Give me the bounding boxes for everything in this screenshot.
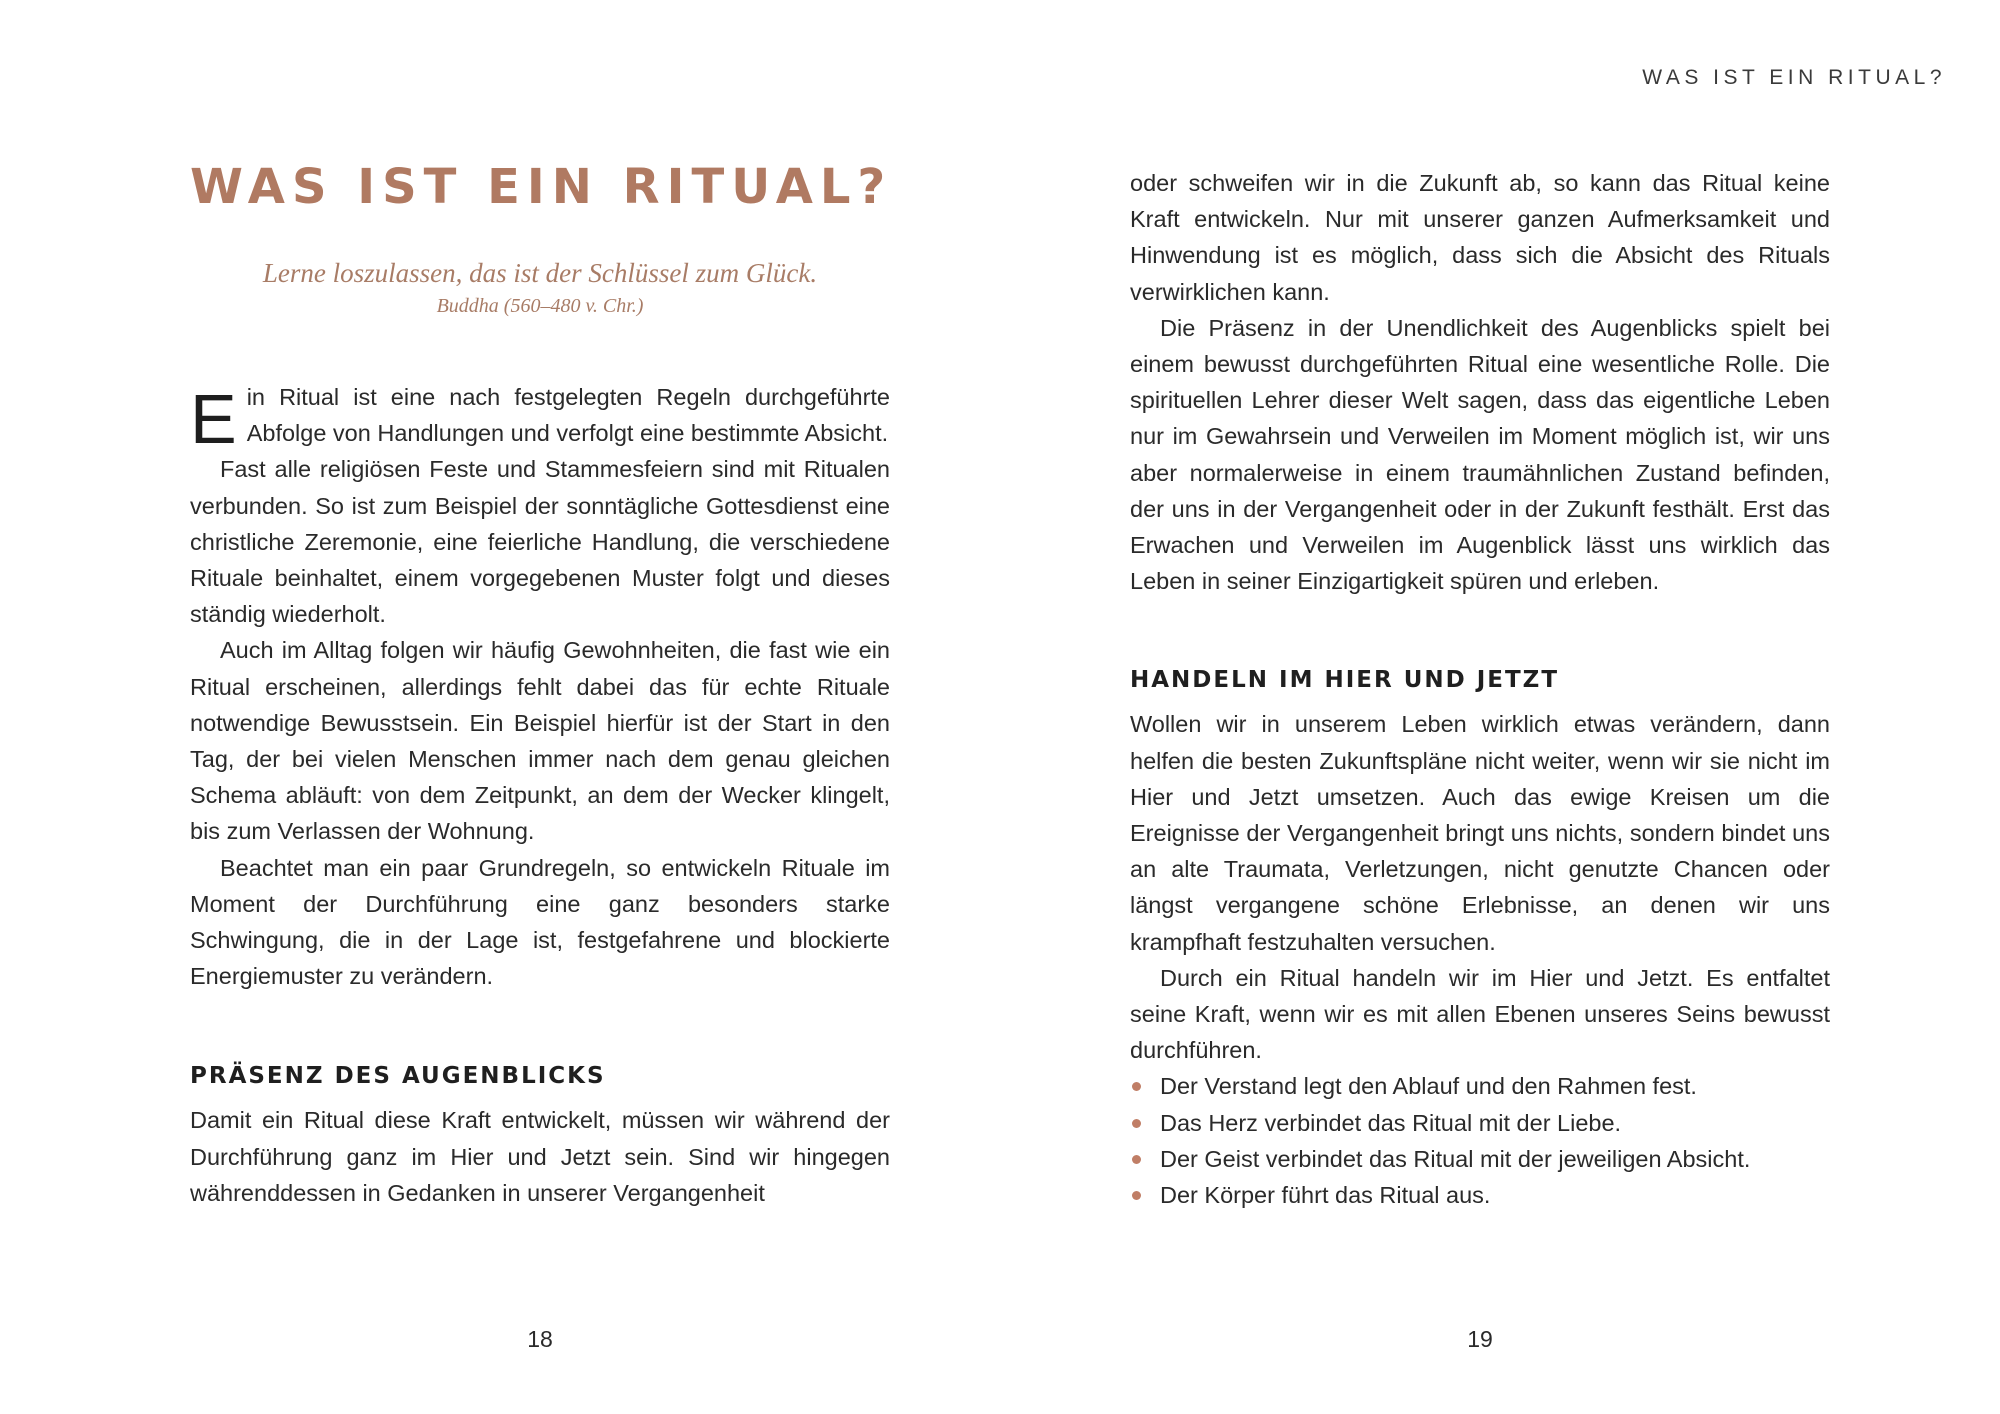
list-item <box>1130 1068 1830 1104</box>
list-item-text: Der Geist verbindet das Ritual mit der jeweiligen Absicht. <box>1160 1145 1751 1172</box>
list-item <box>1130 1105 1830 1141</box>
list-item-text: Der Körper führt das Ritual aus. <box>1160 1182 1491 1209</box>
epigraph-quote: Lerne loszulassen, das ist der Schlüssel zum Glück. <box>262 258 818 288</box>
paragraph: Wollen wir in unserem Leben wirklich etwas verändern, dann helfen die besten Zukunftspläne nicht weiter, wenn wir sie nicht im Hier und Jetzt umsetzen. Auch das ewige Kreisen um die Ereignisse der Vergangenheit bringt uns nichts, sondern bindet uns an alte Traumata, Verletzungen, nicht genutzte Chancen oder längst vergangene schöne Erlebnisse, an denen wir uns krampfhaft festzuhalten versuchen. <box>1130 711 1830 955</box>
right-body-text <box>1130 165 1830 1213</box>
list-item <box>1130 1141 1830 1177</box>
left-body-text <box>190 379 890 1211</box>
intro-text: in Ritual ist eine nach festgelegten Regeln durchgeführte Abfolge von Handlungen und verfolgt eine bestimmte Absicht. <box>246 384 890 447</box>
paragraph: Damit ein Ritual diese Kraft entwickelt, müssen wir während der Durchführung ganz im Hier und Jetzt sein. Sind wir hingegen währenddessen in Gedanken in unserer Vergangenheit <box>190 1107 890 1206</box>
bullet-dot-icon <box>1132 1119 1141 1128</box>
right-page <box>1000 0 2000 1414</box>
bullet-dot-icon <box>1132 1082 1141 1091</box>
bullet-list <box>1130 1068 1830 1213</box>
left-column <box>190 155 893 1211</box>
section-heading-handeln: HANDELN IM HIER UND JETZT <box>1130 667 1560 694</box>
paragraph: Durch ein Ritual handeln wir im Hier und Jetzt. Es entfaltet seine Kraft, wenn wir es mit allen Ebenen unseres Seins bewusst durchführen. <box>1130 964 1830 1064</box>
page-number-right: 19 <box>1467 1326 1493 1352</box>
section-heading-praesenz: PRÄSENZ DES AUGENBLICKS <box>190 1063 606 1090</box>
paragraph: Fast alle religiösen Feste und Stammesfeiern sind mit Ritualen verbunden. So ist zum Beispiel der sonntägliche Gottesdienst eine christliche Zeremonie, eine feierliche Handlung, die verschiedene Rituale beinhaltet, einem vorgegebenen Muster folgt und dieses ständig wiederholt. <box>190 456 890 628</box>
paragraph: Die Präsenz in der Unendlichkeit des Augenblicks spielt bei einem bewusst durchgeführten Ritual eine wesentliche Rolle. Die spirituellen Lehrer dieser Welt sagen, dass das eigentliche Leben nur im Gewahrsein und Verweilen im Moment möglich ist, wir uns aber normalerweise in einem traumähnlichen Zustand befinden, der uns in der Vergangenheit oder in der Zukunft festhält. Erst das Erwachen und Verweilen im Augenblick lässt uns wirklich das Leben in seiner Einzigartigkeit spüren und erleben. <box>1130 314 1830 595</box>
paragraph: oder schweifen wir in die Zukunft ab, so kann das Ritual keine Kraft entwickeln. Nur mit unserer ganzen Aufmerksamkeit und Hinwendung ist es möglich, dass sich die Absicht des Rituals verwirklichen kann. <box>1130 170 1830 305</box>
epigraph-source: Buddha (560–480 v. Chr.) <box>436 295 644 317</box>
epigraph <box>190 255 890 321</box>
list-item <box>1130 1177 1830 1213</box>
right-column <box>1130 165 1830 1213</box>
intro-paragraph <box>190 379 890 458</box>
list-item-text: Der Verstand legt den Ablauf und den Rahmen fest. <box>1160 1073 1697 1100</box>
bullet-dot-icon <box>1132 1191 1141 1200</box>
bullet-dot-icon <box>1132 1155 1141 1164</box>
dropcap-letter: E <box>190 380 237 458</box>
list-item-text: Das Herz verbindet das Ritual mit der Liebe. <box>1160 1109 1622 1136</box>
page-number-left: 18 <box>527 1326 553 1352</box>
paragraph: Auch im Alltag folgen wir häufig Gewohnheiten, die fast wie ein Ritual erscheinen, allerdings fehlt dabei das für echte Rituale notwendige Bewusstsein. Ein Beispiel hierfür ist der Start in den Tag, der bei vielen Menschen immer nach dem genau gleichen Schema abläuft: von dem Zeitpunkt, an dem der Wecker klingelt, bis zum Verlassen der Wohnung. <box>190 637 890 845</box>
chapter-title: WAS IST EIN RITUAL? <box>190 159 893 215</box>
running-head: WAS IST EIN RITUAL? <box>1642 66 1946 89</box>
paragraph: Beachtet man ein paar Grundregeln, so entwickeln Rituale im Moment der Durchführung eine ganz besonders starke Schwingung, die in der Lage ist, festgefahrene und blockierte Energiemuster zu verändern. <box>190 854 890 990</box>
